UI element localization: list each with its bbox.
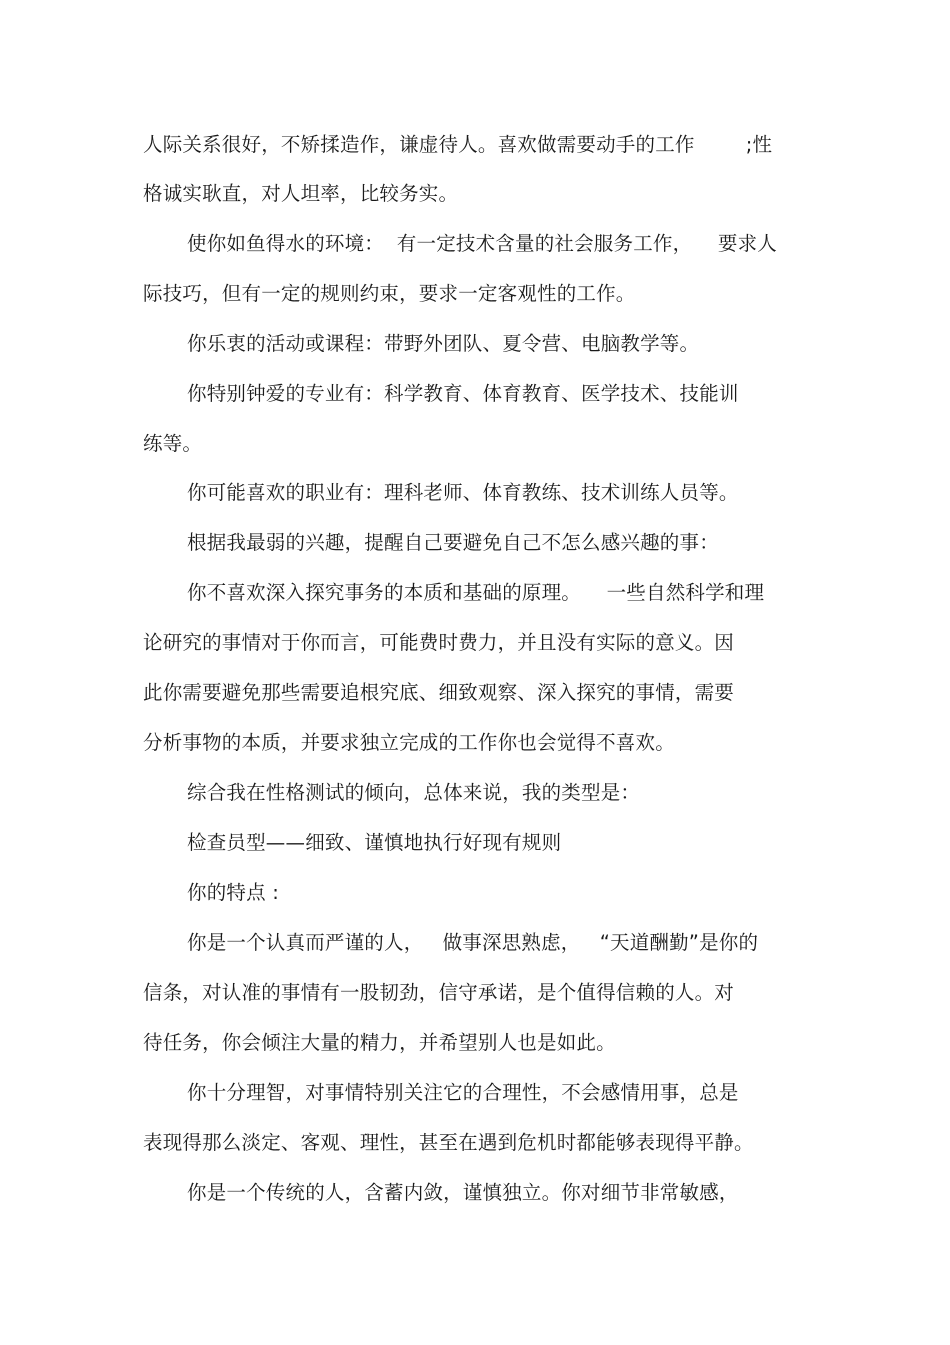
text-line: 你特别钟爱的专业有：科学教育、体育教育、医学技术、技能训 [187,382,739,405]
text-line: 你是一个认真而严谨的人， 做事深思熟虑， “天道酬勤”是你的 [187,931,759,954]
text-line: 论研究的事情对于你而言，可能费时费力，并且没有实际的意义。因 [143,631,735,654]
text-line: 你的特点 : [187,881,279,904]
text-line: 综合我在性格测试的倾向，总体来说，我的类型是： [187,781,641,804]
text-line: 分析事物的本质，并要求独立完成的工作你也会觉得不喜欢。 [143,731,675,754]
text-line: 待任务，你会倾注大量的精力，并希望别人也是如此。 [143,1031,616,1054]
text-line: 你乐衷的活动或课程：带野外团队、夏令营、电脑教学等。 [187,332,700,355]
text-line: 你十分理智，对事情特别关注它的合理性，不会感情用事，总是 [187,1081,739,1104]
text-line: 此你需要避免那些需要追根究底、细致观察、深入探究的事情，需要 [143,681,735,704]
text-line: 表现得那么淡定、客观、理性，甚至在遇到危机时都能够表现得平静。 [143,1131,754,1154]
text-line: 练等。 [143,432,203,455]
text-line: 际技巧，但有一定的规则约束，要求一定客观性的工作。 [143,282,636,305]
text-line: 你可能喜欢的职业有：理科老师、体育教练、技术训练人员等。 [187,481,739,504]
text-line: 使你如鱼得水的环境： 有一定技术含量的社会服务工作， 要求人 [187,232,777,255]
text-line: 你不喜欢深入探究事务的本质和基础的原理。 一些自然科学和理 [187,581,765,604]
text-line: 检查员型——细致、谨慎地执行好现有规则 [187,831,562,854]
text-line: 根据我最弱的兴趣，提醒自己要避免自己不怎么感兴趣的事： [187,531,719,554]
text-line: 人际关系很好，不矫揉造作，谦虚待人。喜欢做需要动手的工作 ;性 [143,133,773,156]
text-line: 信条，对认准的事情有一股韧劲，信守承诺，是个值得信赖的人。对 [143,981,735,1004]
text-line: 格诚实耿直，对人坦率，比较务实。 [143,182,459,205]
text-line: 你是一个传统的人，含蓄内敛，谨慎独立。你对细节非常敏感， [187,1181,739,1204]
